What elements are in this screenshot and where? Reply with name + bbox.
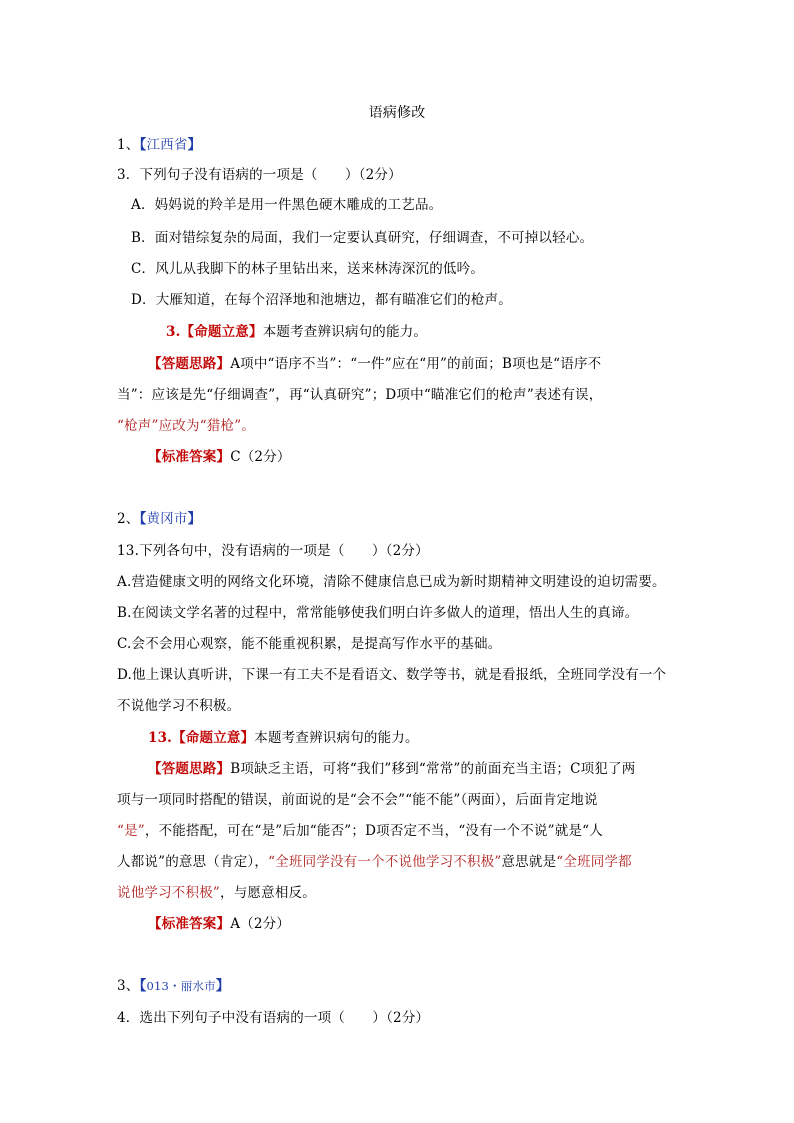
q1-option-b: B．面对错综复杂的局面，我们一定要认真研究，仔细调查，不可掉以轻心。 [131,230,594,246]
q1-answer: 【标准答案】C（2分） [148,449,291,465]
q2-stem: 13.下列各句中，没有语病的一项是（ ）（2分） [117,543,429,559]
q2-approach-line-2: 项与一项同时搭配的错误，前面说的是“会不会”“能不能”（两面），后面肯定地说 [117,792,598,808]
q2-option-c: C.会不会用心观察，能不能重视积累，是提高写作水平的基础。 [117,636,502,652]
q1-index: 1、 [117,137,140,153]
q1-option-c: C．风儿从我脚下的林子里钻出来，送来林涛深沉的低吟。 [131,261,485,277]
q2-option-d-cont: 不说他学习不积极。 [117,698,241,714]
q1-option-d: D．大雁知道，在每个沼泽地和池塘边，都有瞄准它们的枪声。 [131,292,512,308]
q2-approach-line-3: “是”，不能搭配，可在“是”后加“能否”；D项否定不当，“没有一个不说”就是“人 [117,823,603,839]
page-title: 语病修改 [368,105,426,121]
q3-source: 013・丽水市 [146,979,216,993]
q2-header: 2、【黄冈市】 [117,511,202,527]
q1-approach-line-1: 【答题思路】A项中“语序不当”：“一件”应在“用”的前面；B项也是“语序不 [148,356,602,372]
q2-option-b: B.在阅读文学名著的过程中，常常能够使我们明白许多做人的道理，悟出人生的真谛。 [117,605,639,621]
q1-intent: 3.【命题立意】本题考查辨识病句的能力。 [166,324,428,340]
q2-source: 黄冈市 [146,511,188,527]
q2-approach-line-1: 【答题思路】B项缺乏主语，可将“我们”移到“常常”的前面充当主语；C项犯了两 [148,761,636,777]
q1-source: 江西省 [146,137,188,153]
q2-option-d: D.他上课认真听讲，下课一有工夫不是看语文、数学等书，就是看报纸，全班同学没有一个 [117,667,667,683]
q2-index: 2、 [117,511,140,527]
q1-option-a: A．妈妈说的羚羊是用一件黑色硬木雕成的工艺品。 [131,197,443,213]
q1-approach-line-3: “枪声”应改为“猎枪”。 [117,418,256,434]
q3-stem: 4．选出下列句子中没有语病的一项（ ）（2分） [117,1010,430,1026]
q1-approach-line-2: 当”：应该是先“仔细调查”，再“认真研究”；D项中“瞄准它们的枪声”表述有误， [117,387,603,403]
q2-approach-line-4: 人都说”的意思（肯定），“全班同学没有一个不说他学习不积极”意思就是“全班同学都 [117,854,632,870]
q2-answer: 【标准答案】A（2分） [148,916,291,932]
q3-header: 3、【013・丽水市】 [117,978,230,994]
q2-intent: 13.【命题立意】本题考查辨识病句的能力。 [148,730,419,746]
q1-stem: 3．下列句子没有语病的一项是（ ）（2分） [117,167,402,183]
q2-approach-line-5: 说他学习不积极”，与愿意相反。 [117,885,316,901]
q2-option-a: A.营造健康文明的网络文化环境，清除不健康信息已成为新时期精神文明建设的迫切需要。 [117,574,666,590]
q3-index: 3、 [117,978,140,994]
q1-header: 1、【江西省】 [117,137,202,153]
